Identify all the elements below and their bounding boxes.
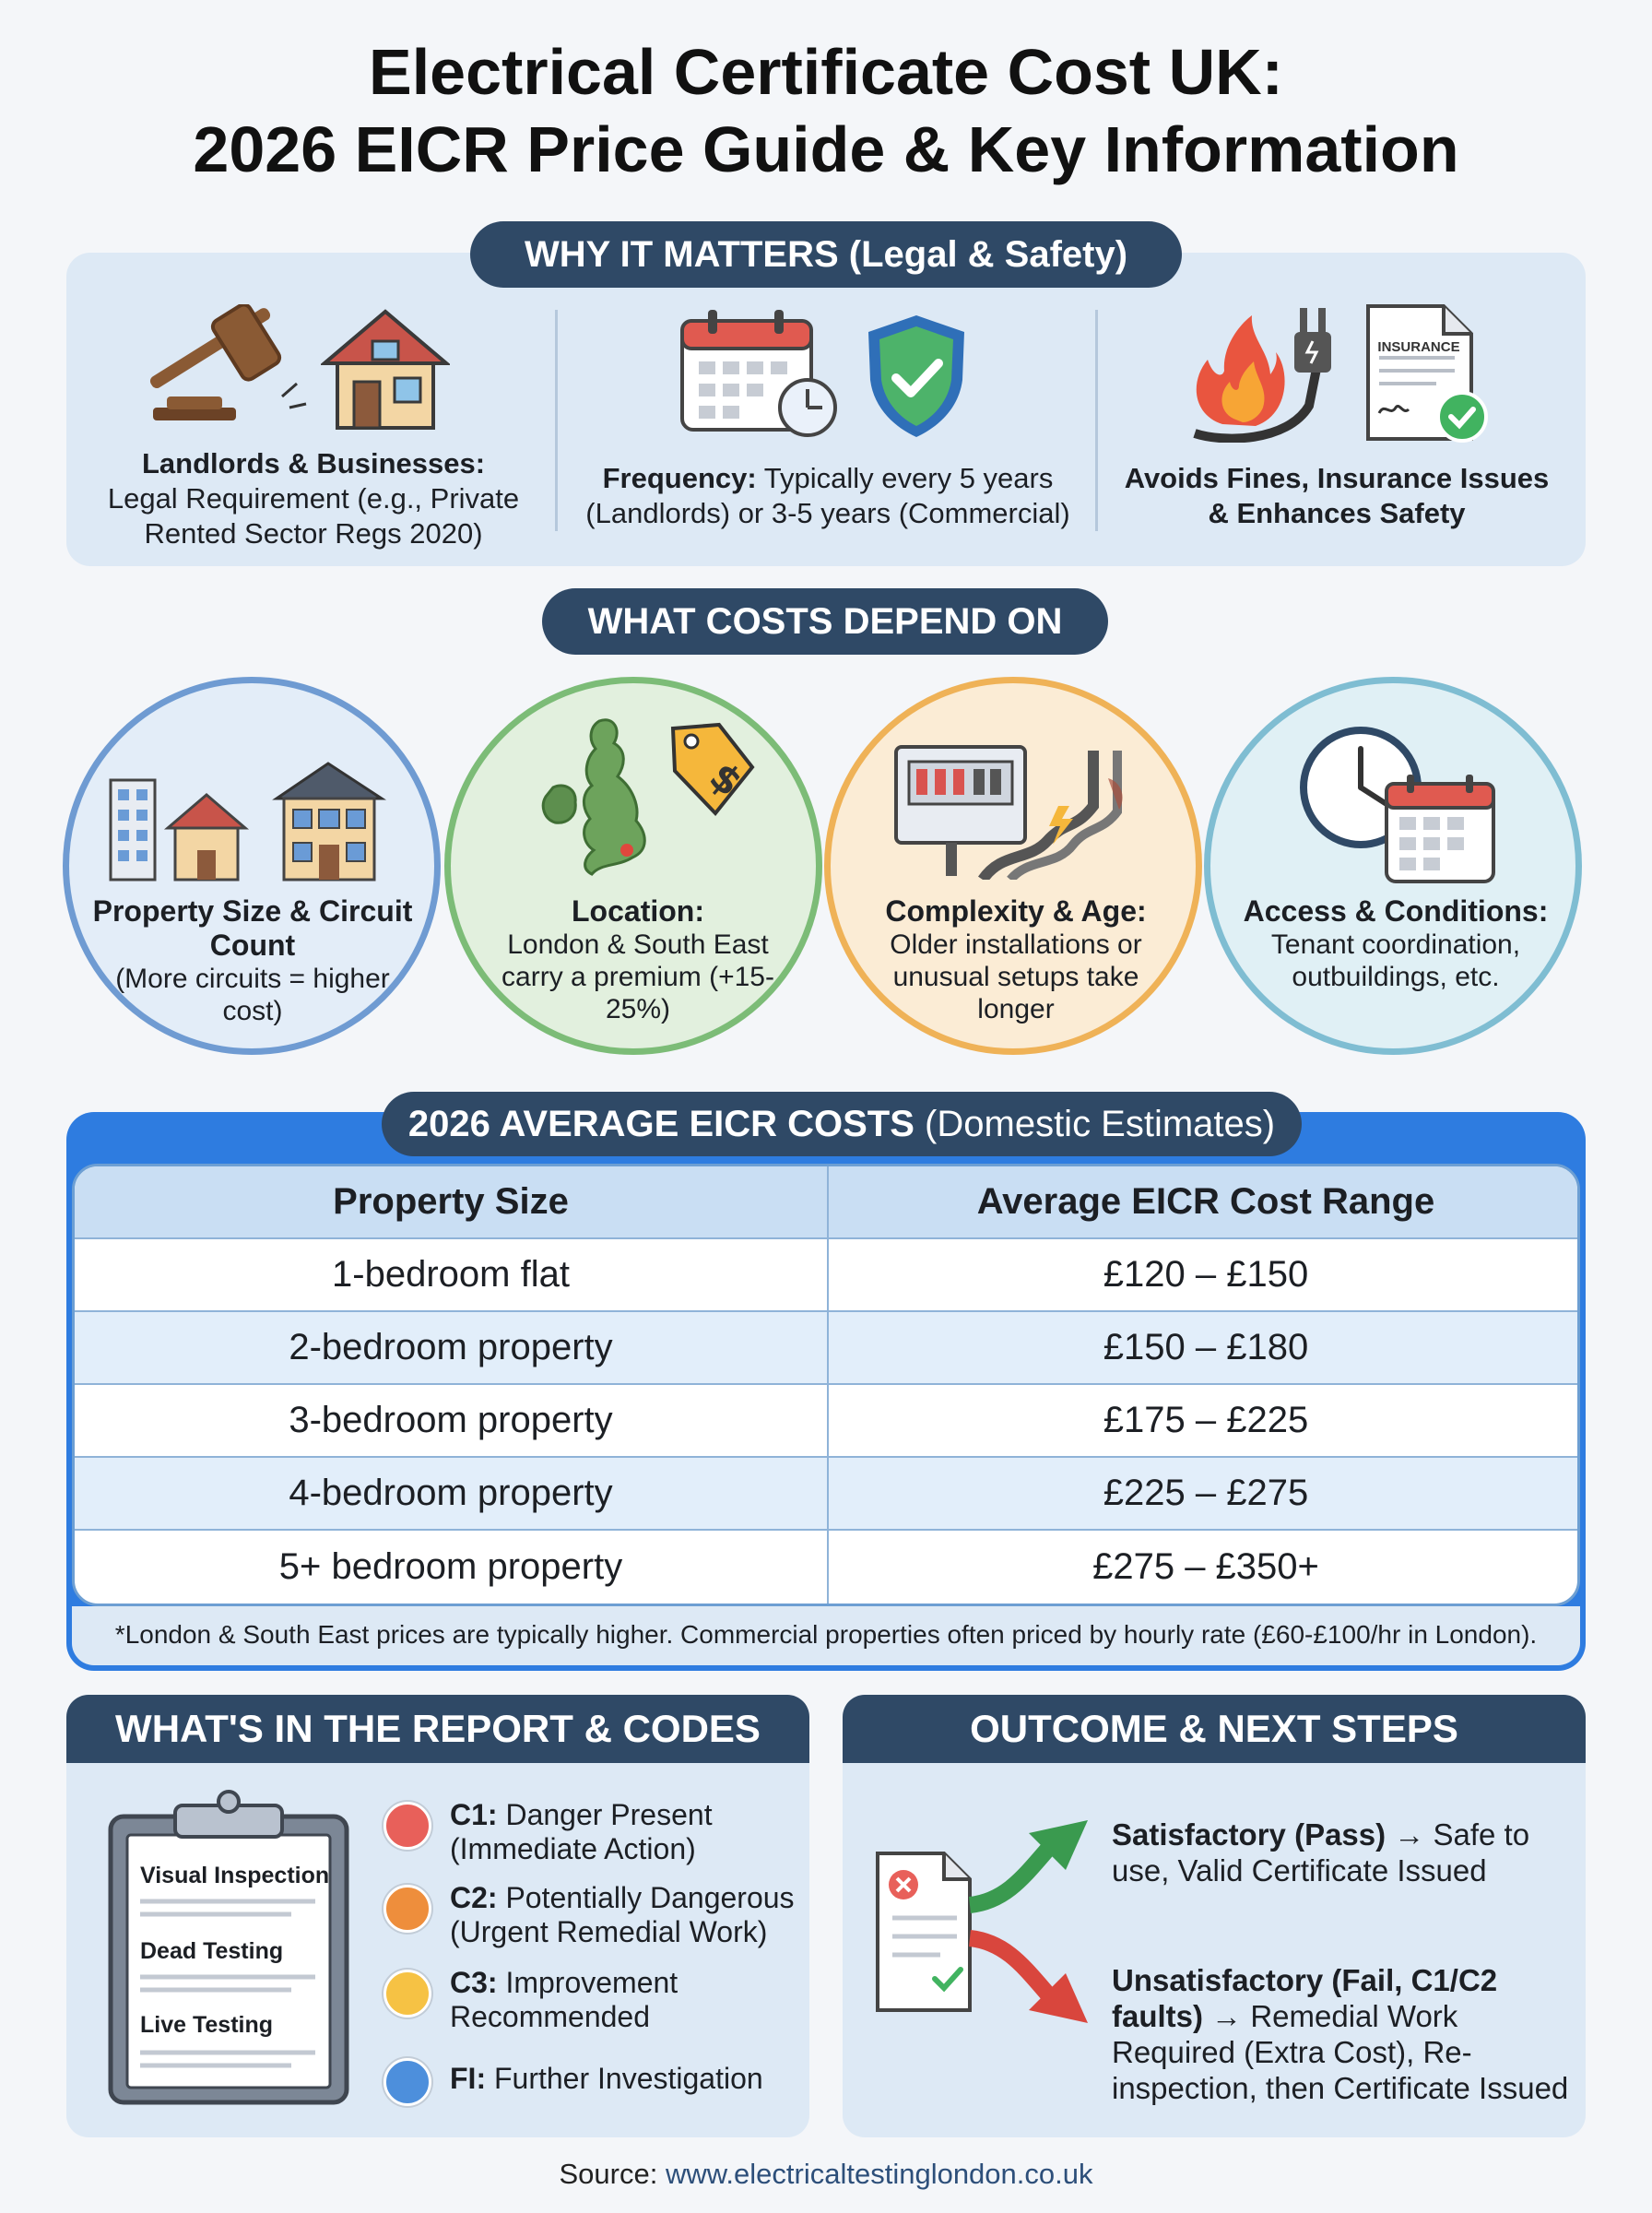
insurance-doc-label: INSURANCE — [1377, 339, 1460, 355]
factor-3-text — [872, 894, 1160, 1025]
costs-table — [72, 1164, 1580, 1606]
factor-3-title: Complexity & Age: — [885, 894, 1147, 928]
c2-dot — [384, 1885, 431, 1933]
report-arrows-icon — [867, 1813, 1097, 2053]
why-heading: WHY IT MATTERS (Legal & Safety) — [470, 221, 1182, 288]
code-fi-text — [450, 2062, 763, 2096]
why-item-1-text — [92, 446, 535, 551]
code-fi-row — [384, 2054, 798, 2106]
cell-property-size: 5+ bedroom property — [75, 1531, 829, 1604]
house-icon — [321, 304, 450, 433]
why-item-2-text — [570, 461, 1086, 531]
shield-check-icon — [861, 312, 972, 441]
why-item-1-bold: Landlords & Businesses: — [141, 447, 486, 479]
why-item-1-body: Legal Requirement (e.g., Private Rented Sector Regs 2020) — [107, 482, 520, 550]
buildings-icon — [105, 762, 409, 882]
svg-text:$: $ — [701, 752, 751, 806]
table-header-row — [75, 1166, 1577, 1239]
cell-property-size: 3-bedroom property — [75, 1385, 829, 1456]
table-row — [75, 1312, 1577, 1385]
table-row — [75, 1531, 1577, 1604]
table-row — [75, 1458, 1577, 1531]
code-c1-desc: Danger Present (Immediate Action) — [450, 1798, 713, 1865]
table-row — [75, 1385, 1577, 1458]
cell-cost-range: £225 – £275 — [1103, 1473, 1309, 1513]
cell-property-size: 2-bedroom property — [75, 1312, 829, 1383]
cell-cost-range: £275 – £350+ — [1092, 1546, 1319, 1587]
c1-dot — [384, 1802, 431, 1850]
why-divider-1 — [555, 310, 558, 531]
why-item-2-bold: Frequency: — [602, 462, 757, 494]
code-c2-label: C2: — [450, 1881, 498, 1914]
why-item-3-text — [1115, 461, 1558, 531]
outcome-fail — [1112, 1962, 1573, 2106]
source-line — [0, 2158, 1652, 2191]
cell-property-size: 1-bedroom flat — [75, 1239, 829, 1310]
gavel-icon — [135, 304, 319, 433]
code-fi-desc: Further Investigation — [493, 2062, 763, 2095]
report-heading: WHAT'S IN THE REPORT & CODES — [66, 1695, 809, 1763]
code-c1-row — [384, 1798, 798, 1866]
code-c3-desc: Improvement Recommended — [450, 1966, 678, 2033]
checklist-item: Visual Inspection — [140, 1863, 330, 1888]
code-c3-text — [450, 1966, 798, 2034]
factor-4-text — [1232, 894, 1560, 993]
why-divider-2 — [1095, 310, 1098, 531]
cell-property-size: 4-bedroom property — [75, 1458, 829, 1529]
cell-cost-range: £175 – £225 — [1103, 1400, 1309, 1440]
code-c2-row — [384, 1881, 798, 1949]
outcome-fail-bold: Unsatisfactory (Fail, C1/C2 faults) — [1112, 1963, 1498, 2033]
code-c3-label: C3: — [450, 1966, 498, 1999]
fuse-board-icon — [891, 741, 1139, 880]
clock-calendar-icon — [1298, 719, 1501, 885]
code-c3-row — [384, 1966, 798, 2034]
checklist-item: Dead Testing — [140, 1938, 284, 1964]
factor-2-text — [490, 894, 785, 1025]
cell-cost-range: £150 – £180 — [1103, 1327, 1309, 1367]
costs-table-heading-bold: 2026 AVERAGE EICR COSTS — [407, 1104, 914, 1144]
factor-2-title: Location: — [572, 894, 704, 928]
cell-cost-range: £120 – £150 — [1103, 1254, 1309, 1295]
costs-table-heading-rest: (Domestic Estimates) — [925, 1104, 1276, 1144]
code-c1-label: C1: — [450, 1798, 498, 1831]
costs-table-heading — [382, 1092, 1302, 1156]
page-title — [0, 33, 1652, 188]
factor-4-body: Tenant coordination, outbuildings, etc. — [1270, 929, 1521, 992]
outcome-heading: OUTCOME & NEXT STEPS — [843, 1695, 1586, 1763]
factor-4-title: Access & Conditions: — [1243, 894, 1549, 928]
column-header-cost-range: Average EICR Cost Range — [976, 1181, 1435, 1222]
c3-dot — [384, 1970, 431, 2018]
calendar-clock-icon — [678, 308, 844, 437]
why-item-3-bold: Avoids Fines, Insurance Issues & Enhances Safety — [1124, 462, 1550, 529]
factor-1-title: Property Size & Circuit Count — [92, 894, 413, 962]
costs-depend-heading: WHAT COSTS DEPEND ON — [542, 588, 1108, 655]
source-url[interactable]: www.electricaltestinglondon.co.uk — [665, 2158, 1093, 2190]
outcome-pass-text: → Safe to use, Valid Certificate Issued — [1112, 1817, 1530, 1888]
factor-3-body: Older installations or unusual setups take longer — [890, 929, 1142, 1024]
insurance-document-icon — [1363, 301, 1492, 444]
fire-plug-icon — [1186, 304, 1333, 443]
checklist-item: Live Testing — [140, 2012, 274, 2038]
outcome-fail-text: → Remedial Work Required (Extra Cost), Re-inspection, then Certificate Issued — [1112, 1999, 1569, 2105]
factor-1-body: (More circuits = higher cost) — [115, 964, 390, 1026]
costs-footnote: *London & South East prices are typically higher. Commercial properties often priced by hourly rate (£60-£100/hr in London). — [114, 1620, 1538, 1649]
title-line-1: Electrical Certificate Cost UK: — [369, 36, 1283, 108]
code-c2-text — [450, 1881, 798, 1949]
title-line-2: 2026 EICR Price Guide & Key Information — [193, 113, 1459, 185]
factor-2-body: London & South East carry a premium (+15-25%) — [502, 929, 774, 1024]
uk-map-price-tag-icon — [525, 710, 765, 894]
code-c2-desc: Potentially Dangerous (Urgent Remedial Work) — [450, 1881, 795, 1948]
why-item-2-body: Typically every 5 years (Landlords) or 3-5 years (Commercial) — [585, 462, 1070, 529]
code-c1-text — [450, 1798, 798, 1866]
table-row — [75, 1239, 1577, 1312]
outcome-pass-bold: Satisfactory (Pass) — [1112, 1817, 1386, 1852]
source-label: Source: — [559, 2158, 658, 2190]
factor-1-text — [87, 894, 419, 1027]
column-header-property-size: Property Size — [75, 1166, 829, 1237]
outcome-pass — [1112, 1817, 1573, 1888]
code-fi-label: FI: — [450, 2062, 487, 2095]
fi-dot — [384, 2058, 431, 2106]
